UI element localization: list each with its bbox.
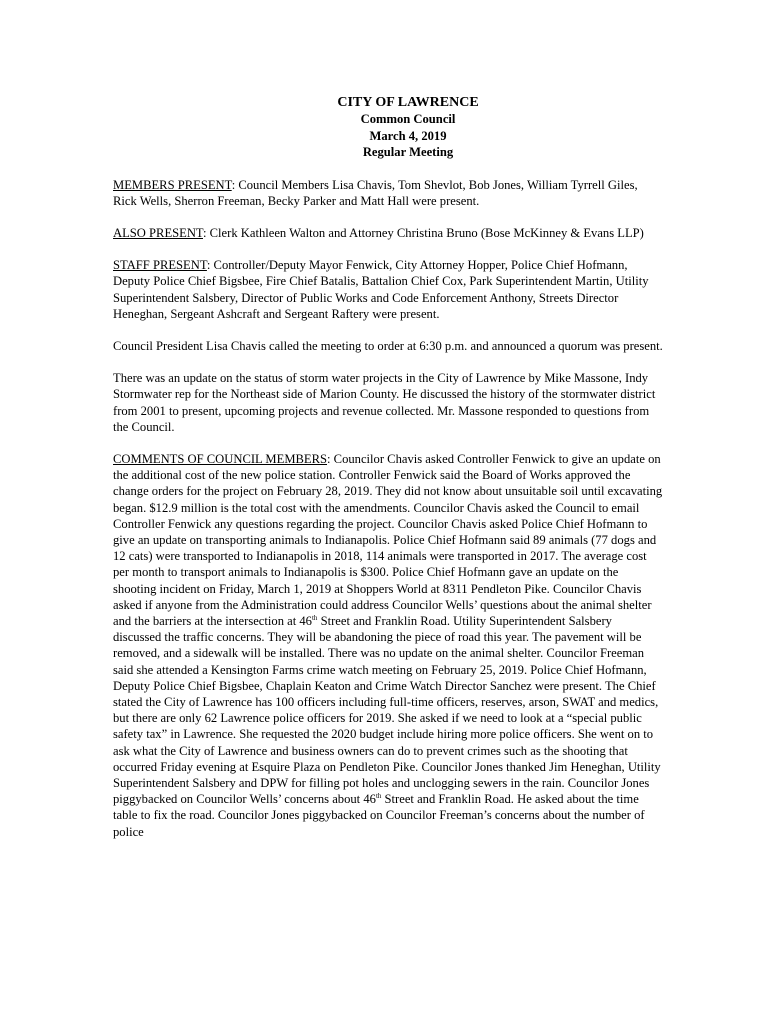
meeting-type: Regular Meeting: [362, 145, 454, 159]
document-header: [153, 94, 663, 161]
ordinal-superscript: th: [311, 613, 318, 622]
also-present-label: ALSO PRESENT: [113, 225, 203, 240]
staff-present-paragraph: [113, 257, 663, 322]
council-comments-text-1: : Councilor Chavis asked Controller Fenwick to give an update on the additional cost of the new police station. Controller Fenwick said the Board of Works approved the change orders for the project on February 28, 2019. They did not know about unsuitable soil until excavating began. $12.9 million is the total cost with the amendments. Councilor Chavis asked the Council to email Controller Fenwick any questions regarding the project. Councilor Chavis asked Police Chief Hofmann to give an update on transporting animals to Indianapolis. Police Chief Hofmann said 89 animals (77 dogs and 12 cats) were transported to Indianapolis in 2018, 114 animals were transported in 2017. The average cost per month to transport animals to Indianapolis is $300. Police Chief Hofmann gave an update on the shooting incident on Friday, March 1, 2019 at Shoppers World at 8311 Pendleton Pike. Councilor Chavis asked if anyone from the Administration could address Councilor Wells’ questions about the animal shelter and the barriers at the intersection at 46: [113, 451, 663, 628]
council-comments-text-3: Street and Franklin Road. He asked about the time table to fix the road. Councilor Jones piggybacked on Councilor Freeman’s concerns about the number of police: [113, 792, 645, 839]
storm-water-paragraph: There was an update on the status of storm water projects in the City of Lawrence by Mike Massone, Indy Stormwater rep for the Northeast side of Marion County. He discussed the history of the stormwater district from 2001 to present, upcoming projects and revenue collected. Mr. Massone responded to questions from the Council.: [113, 371, 656, 434]
council-name: Common Council: [360, 112, 456, 126]
council-comments-paragraph: [113, 451, 663, 840]
document-body: [113, 94, 663, 856]
ordinal-superscript: th: [375, 792, 382, 801]
council-comments-label: COMMENTS OF COUNCIL MEMBERS: [113, 451, 328, 466]
staff-present-label: STAFF PRESENT: [113, 258, 207, 273]
call-to-order-paragraph: Council President Lisa Chavis called the meeting to order at 6:30 p.m. and announced a quorum was present.: [113, 338, 663, 353]
members-present-paragraph: [113, 177, 663, 209]
members-present-text: : Council Members Lisa Chavis, Tom Shevlot, Bob Jones, William Tyrrell Giles, Rick Wells, Sherron Freeman, Becky Parker and Matt Hall were present.: [113, 177, 638, 208]
also-present-paragraph: [113, 225, 663, 241]
meeting-date: March 4, 2019: [369, 128, 447, 143]
council-comments-text-2: Street and Franklin Road. Utility Superintendent Salsbery discussed the traffic concerns. They will be abandoning the piece of road this year. The pavement will be removed, and a sidewalk will be installed. There was no update on the animal shelter. Councilor Freeman said she attended a Kensington Farms crime watch meeting on February 25, 2019. Police Chief Hofmann, Deputy Police Chief Bigsbee, Chaplain Keaton and Crime Watch Director Sanchez were present. The Chief stated the City of Lawrence has 100 officers including full-time officers, reserves, arson, SWAT and medics, but there are only 62 Lawrence police officers for 2019. She asked if we need to look at a “special public safety tax” in Lawrence. She requested the 2020 budget include hiring more police officers. She went on to ask what the City of Lawrence and business owners can do to prevent crimes such as the shooting that occurred Friday evening at Esquire Plaza on Pendleton Pike. Councilor Jones thanked Jim Heneghan, Utility Superintendent Salsbery and DPW for filling pot holes and unclogging sewers in the rain. Councilor Jones piggybacked on Councilor Wells’ concerns about 46: [113, 613, 661, 807]
staff-present-text: : Controller/Deputy Mayor Fenwick, City Attorney Hopper, Police Chief Hofmann, Deputy Police Chief Bigsbee, Fire Chief Batalis, Battalion Chief Cox, Park Superintendent Martin, Utility Superintendent Salsbery, Director of Public Works and Code Enforcement Anthony, Streets Director Heneghan, Sergeant Ashcraft and Sergeant Raftery were present.: [113, 258, 649, 321]
city-title: CITY OF LAWRENCE: [337, 95, 479, 110]
members-present-label: MEMBERS PRESENT: [113, 177, 232, 192]
also-present-text: : Clerk Kathleen Walton and Attorney Christina Bruno (Bose McKinney & Evans LLP): [203, 225, 644, 240]
